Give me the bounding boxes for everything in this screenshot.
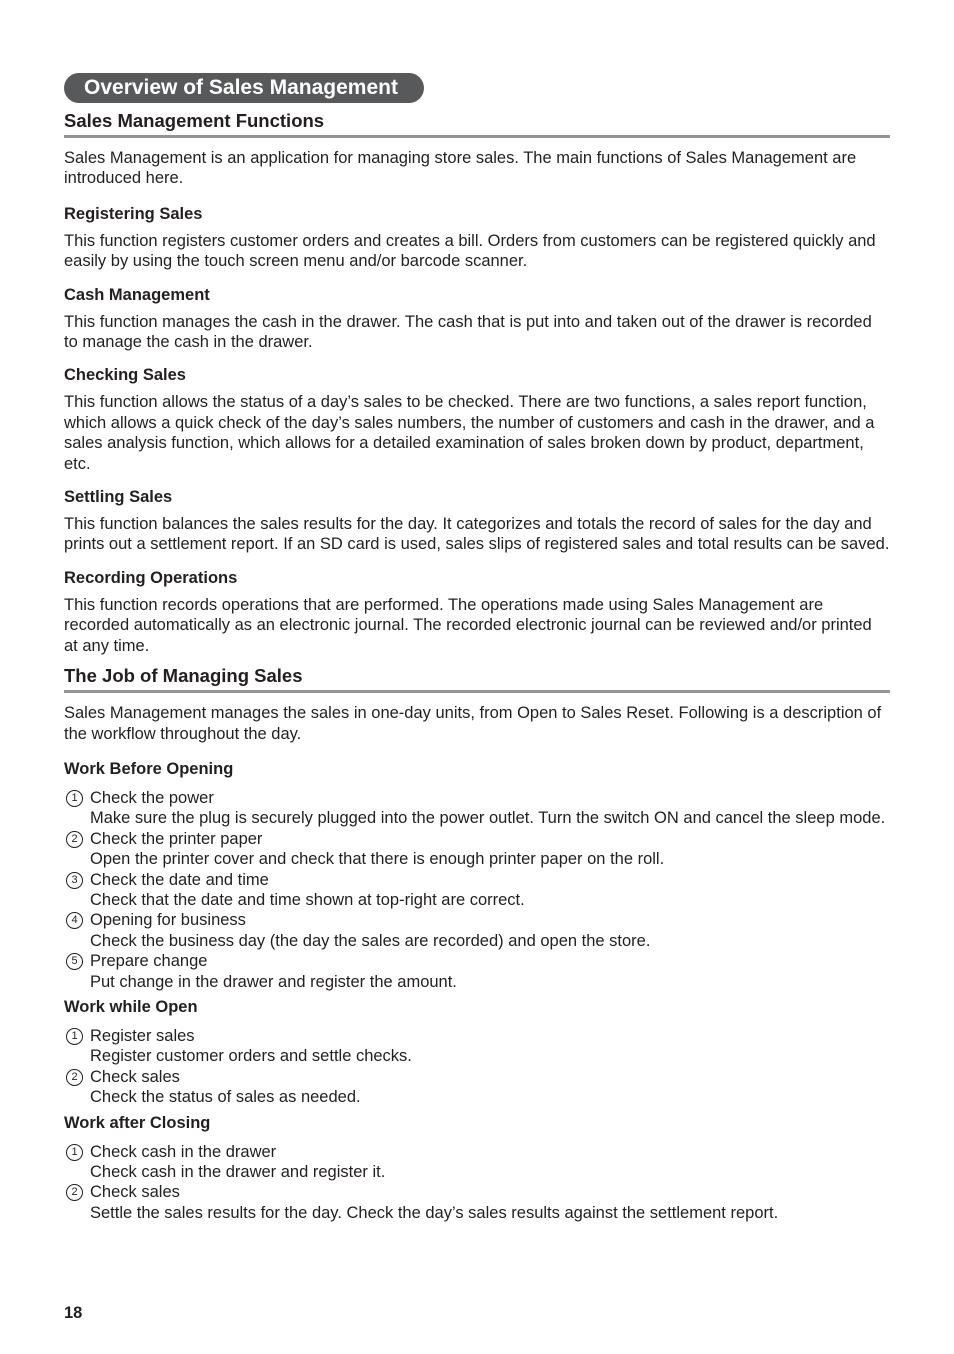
step-title: Check the printer paper: [90, 829, 263, 848]
workflow-step: [64, 951, 890, 992]
step-description: Check the business day (the day the sales are recorded) and open the store.: [90, 931, 651, 950]
step-title: Check the date and time: [90, 870, 269, 889]
workflow-heading: Work Before Opening: [64, 759, 234, 778]
step-description: Make sure the plug is securely plugged into the power outlet. Turn the switch ON and cancel the sleep mode.: [90, 809, 886, 828]
step-description: Open the printer cover and check that there is enough printer paper on the roll.: [90, 850, 665, 869]
workflow-steps: [64, 788, 890, 992]
circled-number: 1: [66, 1144, 83, 1161]
circled-number: 3: [66, 872, 83, 889]
circled-number: 1: [66, 1028, 83, 1045]
step-description: Register customer orders and settle checks.: [90, 1047, 412, 1066]
section-intro: Sales Management manages the sales in one-day units, from Open to Sales Reset. Following is a description of the workflow throughout the day.: [64, 704, 882, 743]
step-description: Check cash in the drawer and register it.: [90, 1163, 386, 1181]
step-description: Put change in the drawer and register the amount.: [90, 972, 457, 991]
circled-number: 2: [66, 1184, 83, 1201]
function-text: This function allows the status of a day’s sales to be checked. There are two functions, a sales report function, which allows a quick check of the day’s sales numbers, the number of customers and cash in the drawer, and a sales analysis function, which allows for a detailed examination of sales broken down by product, department, etc.: [64, 393, 875, 473]
function-text: This function manages the cash in the drawer. The cash that is put into and taken out of the drawer is recorded to manage the cash in the drawer.: [64, 312, 872, 352]
section-intro: Sales Management is an application for managing store sales. The main functions of Sales Management are introduced here.: [64, 149, 857, 188]
step-title: Prepare change: [90, 952, 208, 971]
step-title: Check cash in the drawer: [90, 1142, 277, 1161]
step-title: Check sales: [90, 1183, 180, 1202]
section-title-functions: Sales Management Functions: [64, 109, 890, 138]
workflow-heading: Work after Closing: [64, 1113, 211, 1132]
step-description: Settle the sales results for the day. Check the day’s sales results against the settlement report.: [90, 1203, 779, 1222]
workflow-step: [64, 829, 890, 870]
workflow-step: [64, 1182, 890, 1223]
circled-number: 2: [66, 831, 83, 848]
function-heading: Settling Sales: [64, 488, 173, 507]
step-title: Check sales: [90, 1067, 180, 1086]
page-content: [64, 73, 890, 1227]
workflow-steps: [64, 1026, 890, 1108]
function-heading: Checking Sales: [64, 366, 186, 385]
workflow-step: [64, 870, 890, 911]
page-banner: Overview of Sales Management: [64, 73, 424, 103]
step-description: Check that the date and time shown at top-right are correct.: [90, 890, 525, 909]
function-text: This function records operations that are performed. The operations made using Sales Management are recorded automatically as an electronic journal. The recorded electronic journal can be reviewed and/or printed at any time.: [64, 595, 872, 655]
circled-number: 5: [66, 953, 83, 970]
function-heading: Registering Sales: [64, 204, 203, 223]
section-title-job: The Job of Managing Sales: [64, 664, 890, 693]
circled-number: 2: [66, 1069, 83, 1086]
workflow-step: [64, 788, 890, 829]
step-title: Check the power: [90, 788, 214, 807]
step-title: Register sales: [90, 1026, 195, 1045]
function-heading: Recording Operations: [64, 568, 238, 587]
function-text: This function registers customer orders and creates a bill. Orders from customers can be registered quickly and easily by using the touch screen menu and/or barcode scanner.: [64, 231, 876, 271]
circled-number: 1: [66, 790, 83, 807]
circled-number: 4: [66, 912, 83, 929]
function-heading: Cash Management: [64, 285, 210, 304]
workflow-step: [64, 1142, 890, 1183]
workflow-step: [64, 910, 890, 951]
step-description: Check the status of sales as needed.: [90, 1088, 361, 1107]
workflow-steps: [64, 1142, 890, 1224]
step-title: Opening for business: [90, 911, 246, 930]
workflow-step: [64, 1026, 890, 1067]
function-text: This function balances the sales results for the day. It categorizes and totals the record of sales for the day and prints out a settlement report. If an SD card is used, sales slips of registered sales and total results can be saved.: [64, 515, 890, 554]
page-number: 18: [64, 1304, 83, 1322]
workflow-heading: Work while Open: [64, 997, 198, 1016]
workflow-step: [64, 1067, 890, 1108]
